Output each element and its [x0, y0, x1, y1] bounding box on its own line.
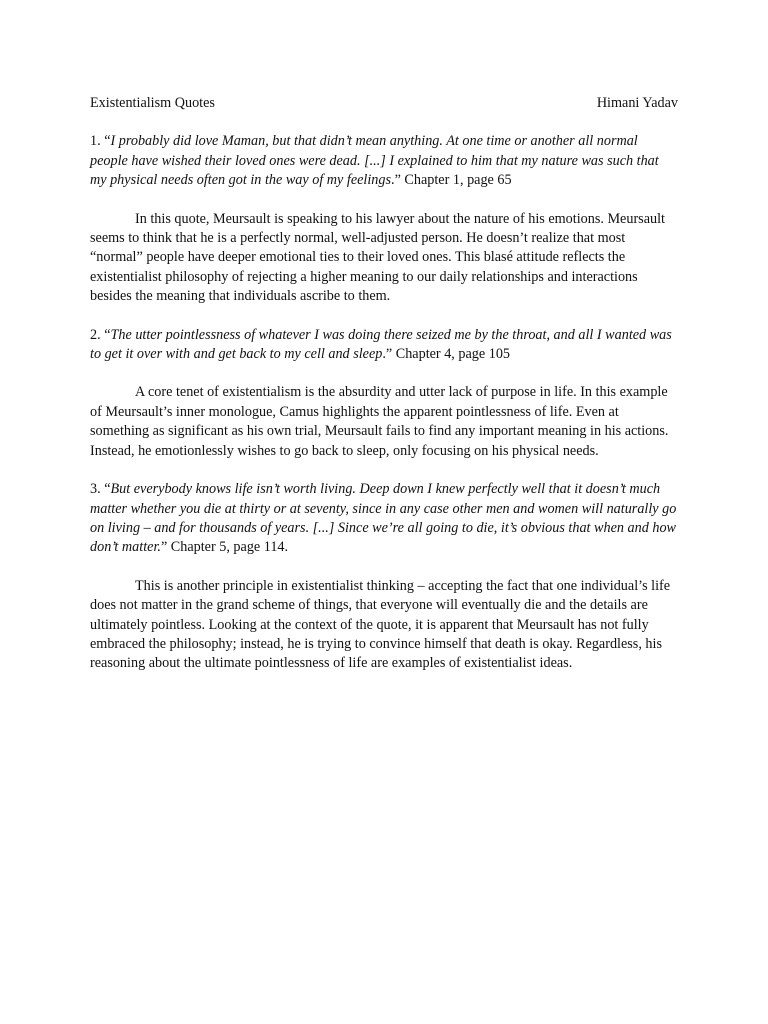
quote-number: 1. “ [90, 133, 111, 150]
document-page [90, 94, 678, 693]
quote-number: 3. “ [90, 481, 111, 498]
quote-citation: ” Chapter 5, page 114. [160, 539, 289, 556]
document-title: Existentialism Quotes [90, 95, 215, 111]
quote-number: 2. “ [90, 326, 111, 343]
document-header [90, 94, 678, 113]
quote-citation: .” Chapter 1, page 65 [391, 172, 512, 189]
quote-citation: .” Chapter 4, page 105 [382, 346, 511, 363]
quote-text: But everybody knows life isn’t worth living. Deep down I knew perfectly well that it doesn’t much matter whether you die at thirty or at seventy, since in any case other men and women will naturally go on living – and for thousands of years. [...] Since we’re all going to die, it’s obvious that when and how don’t matter. [90, 481, 677, 556]
quote-text: I probably did love Maman, but that didn’t mean anything. At one time or another all normal people have wished their loved ones were dead. [...] I explained to him that my nature was such that my physical needs often got in the way of my feelings [90, 133, 659, 189]
quote-1 [90, 132, 678, 190]
document-author: Himani Yadav [596, 95, 678, 111]
commentary-2: A core tenet of existentialism is the absurdity and utter lack of purpose in life. In this example of Meursault’s inner monologue, Camus highlights the apparent pointlessness of life. Even at something as significant as his own trial, Meursault fails to find any important meaning in his actions. Instead, he emotionlessly wishes to go back to sleep, only focusing on his physical needs. [90, 384, 669, 459]
quote-3 [90, 480, 678, 558]
commentary-1: In this quote, Meursault is speaking to his lawyer about the nature of his emotions. Meursault seems to think that he is a perfectly normal, well-adjusted person. He doesn’t realize that most “normal” people have deeper emotional ties to their loved ones. This blasé attitude reflects the existentialist philosophy of rejecting a higher meaning to our daily relationships and interactions besides the meaning that individuals ascribe to them. [90, 210, 665, 305]
commentary-3: This is another principle in existentialist thinking – accepting the fact that one individual’s life does not matter in the grand scheme of things, that everyone will eventually die and the details are ultimately pointless. Looking at the context of the quote, it is apparent that Meursault has not fully embraced the philosophy; instead, he is trying to convince himself that death is okay. Regardless, his reasoning about the ultimate pointlessness of life are examples of existentialist ideas. [90, 577, 671, 672]
quote-2 [90, 326, 678, 365]
quote-text: The utter pointlessness of whatever I was doing there seized me by the throat, and all I wanted was to get it over with and get back to my cell and sleep [90, 326, 672, 363]
